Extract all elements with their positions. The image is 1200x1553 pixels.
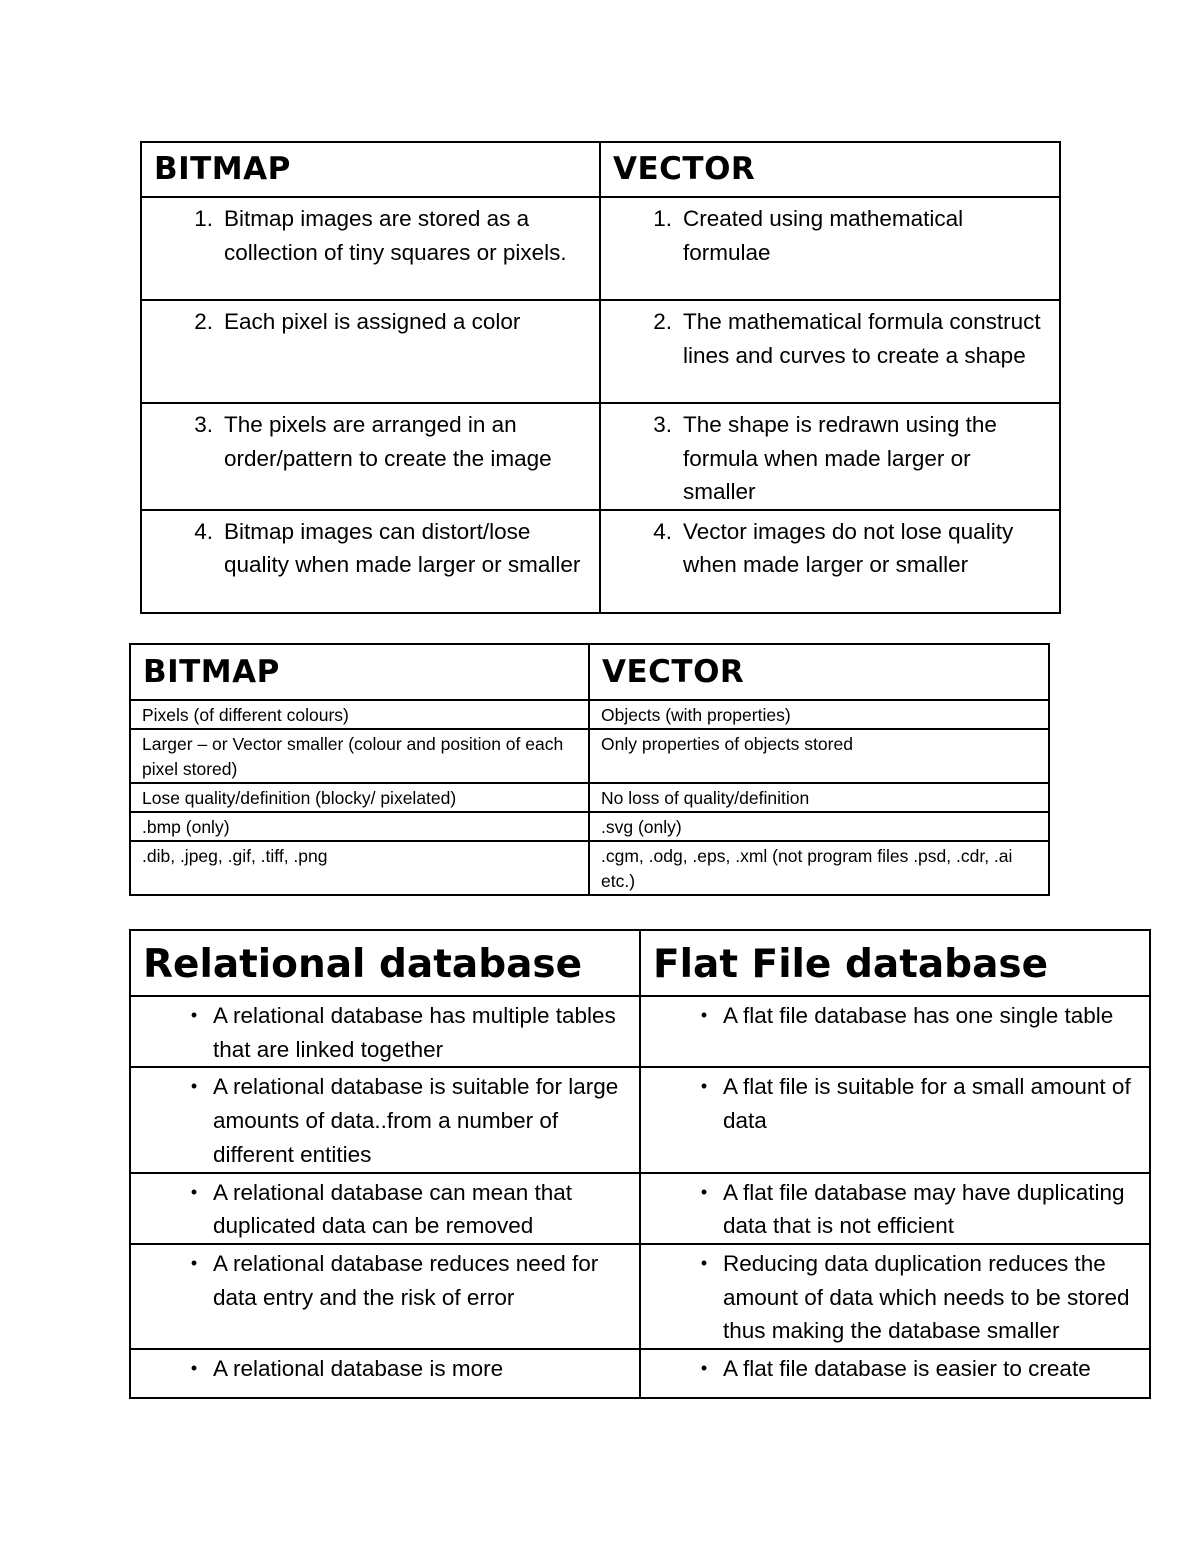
relational-cell bbox=[130, 996, 640, 1067]
bullet-icon: • bbox=[700, 1076, 708, 1097]
item-text: The mathematical formula construct lines and curves to create a shape bbox=[683, 309, 1041, 368]
item-text: Created using mathematical formulae bbox=[683, 206, 964, 265]
item-text: Reducing data duplication reduces the amount of data which needs to be stored thus making the database smaller bbox=[723, 1250, 1130, 1344]
bullet-icon: • bbox=[700, 1005, 708, 1025]
bullet-icon: • bbox=[190, 1076, 198, 1097]
bullet-icon: • bbox=[700, 1358, 708, 1379]
item-number: 4. bbox=[194, 518, 213, 544]
item-text: The pixels are arranged in an order/pattern to create the image bbox=[224, 412, 552, 471]
flat-file-cell bbox=[640, 1173, 1150, 1244]
bullet-icon: • bbox=[700, 1252, 708, 1273]
bullet-icon: • bbox=[190, 1252, 198, 1273]
item-text: A relational database has multiple tables that are linked together bbox=[213, 1003, 616, 1062]
relational-cell bbox=[130, 1173, 640, 1244]
item-text: A relational database reduces need for data entry and the risk of error bbox=[213, 1250, 599, 1310]
table-row bbox=[130, 1349, 1150, 1398]
item-text: Bitmap images can distort/lose quality when made larger or smaller bbox=[224, 518, 581, 577]
table-row bbox=[130, 700, 1049, 729]
item-text: The shape is redrawn using the formula when made larger or smaller bbox=[683, 412, 997, 504]
flat-file-cell bbox=[640, 1244, 1150, 1349]
table-row bbox=[130, 1067, 1150, 1172]
bitmap-vector-summary-table bbox=[129, 643, 1050, 896]
bitmap-cell: Lose quality/definition (blocky/ pixelated) bbox=[130, 783, 589, 812]
flat-file-header: Flat File database bbox=[640, 930, 1150, 996]
flat-file-cell bbox=[640, 996, 1150, 1067]
bullet-icon: • bbox=[700, 1181, 708, 1202]
vector-header: VECTOR bbox=[600, 142, 1060, 197]
item-text: Bitmap images are stored as a collection of tiny squares or pixels. bbox=[224, 206, 567, 265]
bitmap-header: BITMAP bbox=[130, 644, 589, 700]
vector-cell: Only properties of objects stored bbox=[589, 729, 1049, 783]
table-header-row bbox=[130, 644, 1049, 700]
relational-cell bbox=[130, 1067, 640, 1172]
item-number: 3. bbox=[653, 412, 672, 437]
bullet-icon: • bbox=[190, 1005, 198, 1025]
relational-cell bbox=[130, 1349, 640, 1398]
table-row bbox=[130, 729, 1049, 783]
relational-cell bbox=[130, 1244, 640, 1349]
item-number: 4. bbox=[653, 518, 672, 544]
table-row bbox=[130, 1244, 1150, 1349]
item-text: A flat file database is easier to create bbox=[723, 1356, 1091, 1382]
vector-cell bbox=[600, 197, 1060, 300]
bitmap-cell bbox=[141, 510, 600, 613]
item-text: Vector images do not lose quality when made larger or smaller bbox=[683, 518, 1014, 577]
bitmap-cell: Larger – or Vector smaller (colour and position of each pixel stored) bbox=[130, 729, 589, 783]
item-text: A relational database is suitable for large amounts of data..from a number of different entities bbox=[213, 1074, 619, 1167]
vector-cell bbox=[600, 300, 1060, 403]
table-header-row bbox=[141, 142, 1060, 197]
item-number: 2. bbox=[194, 309, 213, 334]
relational-header: Relational database bbox=[130, 930, 640, 996]
item-number: 1. bbox=[194, 206, 213, 231]
bitmap-cell bbox=[141, 300, 600, 403]
bullet-icon: • bbox=[190, 1181, 198, 1202]
item-number: 3. bbox=[194, 412, 213, 437]
item-text: A flat file database has one single table bbox=[723, 1003, 1114, 1028]
flat-file-cell bbox=[640, 1349, 1150, 1398]
vector-cell: .cgm, .odg, .eps, .xml (not program files .psd, .cdr, .ai etc.) bbox=[589, 841, 1049, 895]
item-text: A relational database is more bbox=[213, 1356, 504, 1382]
table-row bbox=[130, 996, 1150, 1067]
bullet-icon: • bbox=[190, 1358, 198, 1379]
vector-cell: Objects (with properties) bbox=[589, 700, 1049, 729]
item-text: A flat file is suitable for a small amount of data bbox=[723, 1074, 1131, 1134]
item-text: A relational database can mean that duplicated data can be removed bbox=[213, 1179, 573, 1239]
table-row bbox=[141, 300, 1060, 403]
table-row bbox=[141, 510, 1060, 613]
bitmap-cell: Pixels (of different colours) bbox=[130, 700, 589, 729]
item-text: A flat file database may have duplicating data that is not efficient bbox=[723, 1179, 1125, 1239]
table-header-row bbox=[130, 930, 1150, 996]
bitmap-header: BITMAP bbox=[141, 142, 600, 197]
bitmap-cell bbox=[141, 197, 600, 300]
vector-header: VECTOR bbox=[589, 644, 1049, 700]
bitmap-vector-detailed-table bbox=[140, 141, 1061, 614]
table-row bbox=[130, 812, 1049, 841]
table-row bbox=[141, 403, 1060, 510]
bitmap-cell: .bmp (only) bbox=[130, 812, 589, 841]
item-number: 1. bbox=[653, 206, 672, 231]
vector-cell: No loss of quality/definition bbox=[589, 783, 1049, 812]
bitmap-cell bbox=[141, 403, 600, 510]
table-row bbox=[130, 783, 1049, 812]
table-row bbox=[141, 197, 1060, 300]
flat-file-cell bbox=[640, 1067, 1150, 1172]
database-comparison-table bbox=[129, 929, 1151, 1399]
table-row bbox=[130, 1173, 1150, 1244]
vector-cell: .svg (only) bbox=[589, 812, 1049, 841]
table-row bbox=[130, 841, 1049, 895]
vector-cell bbox=[600, 510, 1060, 613]
item-text: Each pixel is assigned a color bbox=[224, 309, 521, 334]
vector-cell bbox=[600, 403, 1060, 510]
bitmap-cell: .dib, .jpeg, .gif, .tiff, .png bbox=[130, 841, 589, 895]
item-number: 2. bbox=[653, 309, 672, 334]
